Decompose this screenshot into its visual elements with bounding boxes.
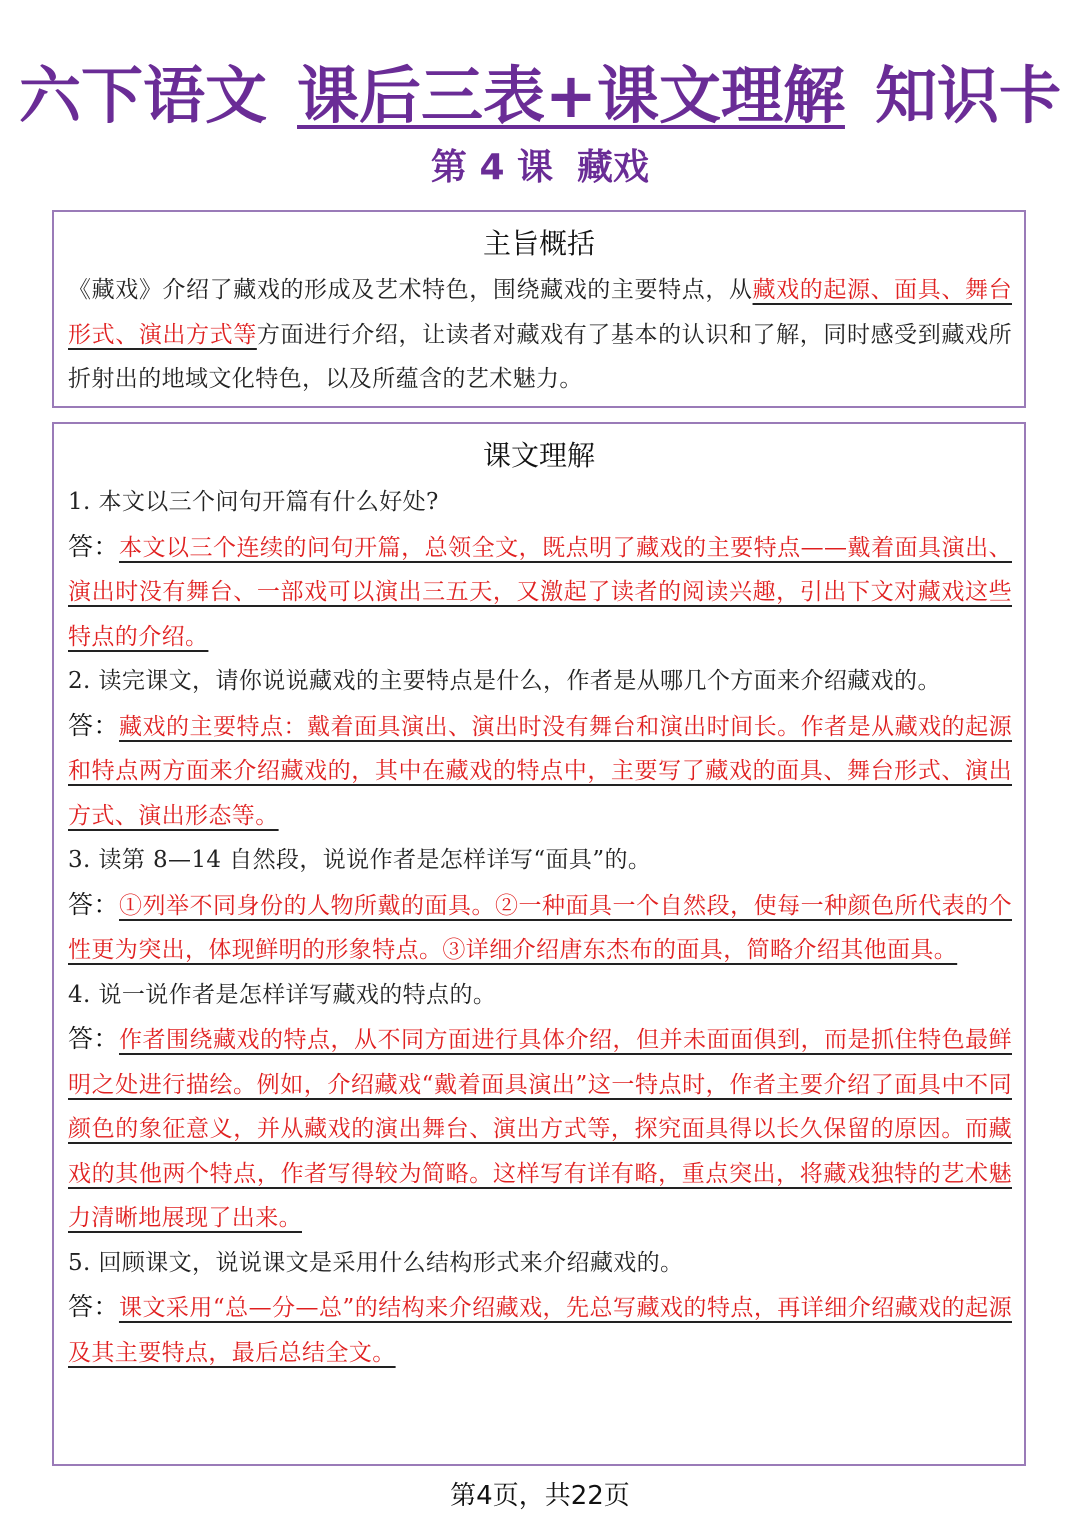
answer-2	[68, 704, 1012, 839]
answer-label: 答：	[68, 1292, 119, 1321]
comprehension-title: 课文理解	[482, 439, 595, 472]
answer-1	[68, 525, 1012, 660]
qa-item	[68, 1241, 1012, 1376]
question-5: 5. 回顾课文，说说课文是采用什么结构形式来介绍藏戏的。	[68, 1249, 684, 1276]
answer-4	[68, 1017, 1012, 1241]
lesson-heading	[0, 140, 1080, 196]
qa-item	[68, 480, 1012, 659]
comprehension-card	[52, 422, 1026, 1466]
answer-3-text: ①列举不同身份的人物所戴的面具。②一种面具一个自然段，使每一种颜色所代表的个性更为突出，体现鲜明的形象特点。③详细介绍唐东杰布的面具，简略介绍其他面具。	[68, 892, 1012, 963]
answer-5-text: 课文采用“总—分—总”的结构来介绍藏戏，先总写藏戏的特点，再详细介绍藏戏的起源及其主要特点，最后总结全文。	[68, 1295, 1012, 1366]
lesson-number: 第 4 课	[430, 147, 554, 188]
summary-text-post: 方面进行介绍，让读者对藏戏有了基本的认识和了解，同时感受到藏戏所折射出的地域文化特色，以及所蕴含的艺术魅力。	[68, 321, 1012, 392]
question-4: 4. 说一说作者是怎样详写藏戏的特点的。	[68, 981, 497, 1008]
summary-text-pre: 《藏戏》介绍了藏戏的形成及艺术特色，围绕藏戏的主要特点，从	[68, 277, 753, 303]
title-subject: 六下语文	[19, 59, 268, 132]
answer-1-text: 本文以三个连续的问句开篇，总领全文，既点明了藏戏的主要特点——戴着面具演出、演出时没有舞台、一部戏可以演出三五天，又激起了读者的阅读兴趣，引出下文对藏戏这些特点的介绍。	[68, 534, 1012, 650]
summary-card	[52, 210, 1026, 408]
answer-3	[68, 883, 1012, 973]
answer-4-text: 作者围绕藏戏的特点，从不同方面进行具体介绍，但并未面面俱到，而是抓住特色最鲜明之处进行描绘。例如，介绍藏戏“戴着面具演出”这一特点时，作者主要介绍了面具中不同颜色的象征意义，并从藏戏的演出舞台、演出方式等，探究面具得以长久保留的原因。而藏戏的其他两个特点，作者写得较为简略。这样写有详有略，重点突出，将藏戏独特的艺术魅力清晰地展现了出来。	[68, 1027, 1012, 1231]
question-1: 1. 本文以三个问句开篇有什么好处?	[68, 489, 439, 515]
answer-label: 答：	[68, 710, 120, 740]
page-indicator: 第4页，共22页	[450, 1481, 630, 1511]
answer-5	[68, 1285, 1012, 1375]
qa-item	[68, 973, 1012, 1241]
page-title	[0, 52, 1080, 140]
summary-text-highlight: 藏戏的起源、面具、舞台形式、演出方式等	[68, 277, 1012, 348]
title-card: 知识卡	[874, 59, 1061, 132]
question-3: 3. 读第 8—14 自然段，说说作者是怎样详写“面具”的。	[68, 847, 652, 873]
summary-title: 主旨概括	[482, 227, 595, 260]
answer-2-text: 藏戏的主要特点：戴着面具演出、演出时没有舞台和演出时间长。作者是从藏戏的起源和特点两方面来介绍藏戏的，其中在藏戏的特点中，主要写了藏戏的面具、舞台形式、演出方式、演出形态等。	[68, 713, 1012, 829]
answer-label: 答：	[68, 1024, 120, 1053]
answer-label: 答：	[68, 531, 120, 561]
lesson-name: 藏戏	[577, 147, 650, 188]
answer-label: 答：	[68, 889, 120, 919]
question-2: 2. 读完课文，请你说说藏戏的主要特点是什么，作者是从哪几个方面来介绍藏戏的。	[68, 668, 941, 694]
summary-text	[68, 268, 1012, 402]
qa-item	[68, 838, 1012, 973]
qa-item	[68, 659, 1012, 838]
title-topic: 课后三表+课文理解	[297, 59, 845, 132]
